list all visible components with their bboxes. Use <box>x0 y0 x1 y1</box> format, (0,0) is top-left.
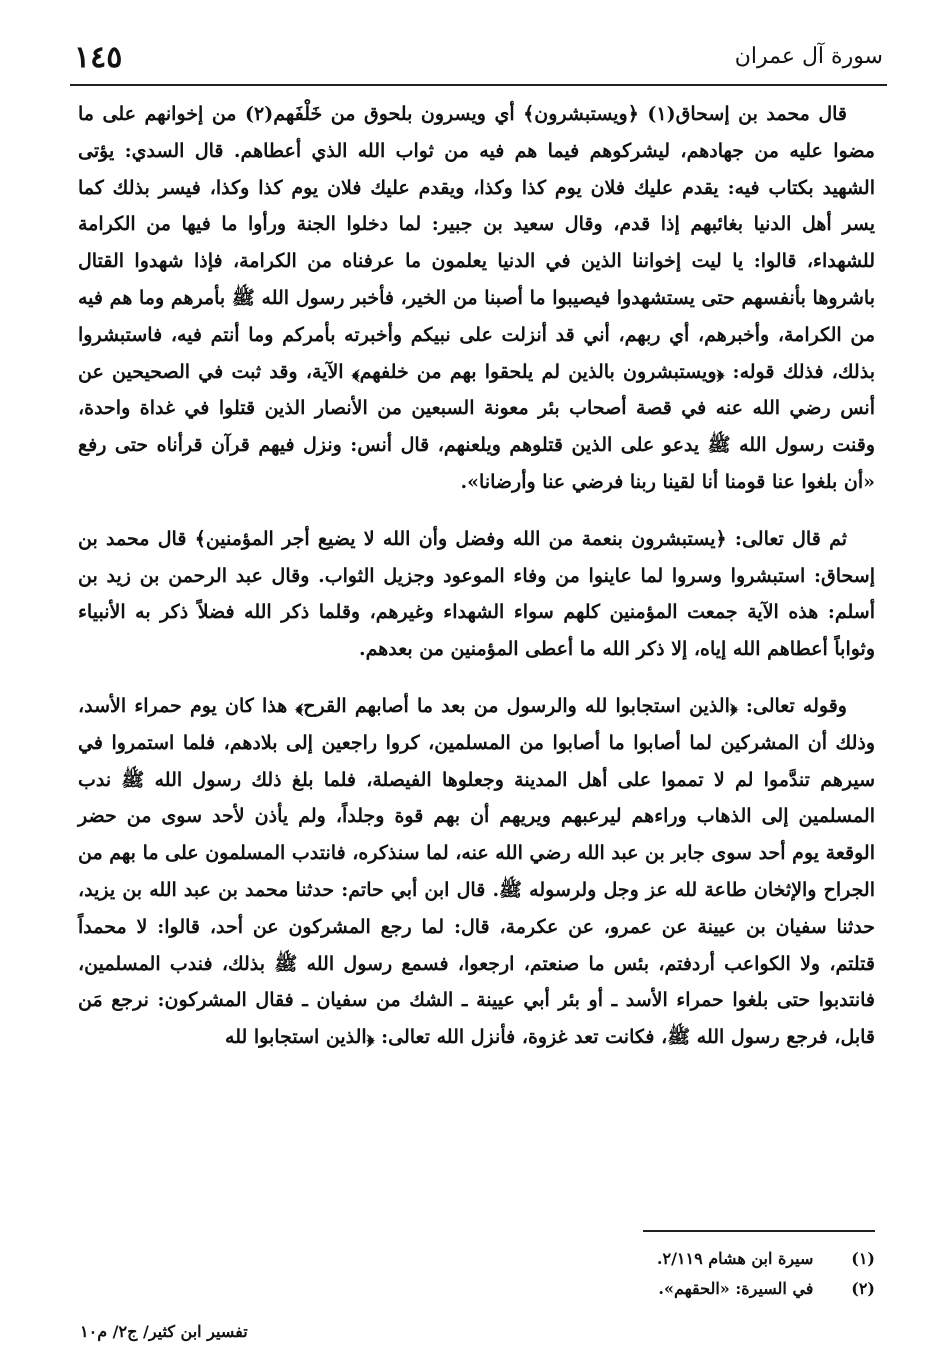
footnote-text: سيرة ابن هشام ٢/١١٩. <box>656 1249 814 1268</box>
paragraph: قال محمد بن إسحاق(١) ﴿ويستبشرون﴾ أي ويسرون بلحوق من خَلْفَهم(٢) من إخوانهم على ما مضوا عليه من جهادهم، ليشركوهم فيما هم فيه من ثواب الله الذي أعطاهم. قال السدي: يؤتى الشهيد بكتاب فيه: يقدم عليك فلان يوم كذا وكذا، ويقدم عليك فلان يوم كذا وكذا، فيسر بذلك كما يسر أهل الدنيا بغائبهم إذا قدم، وقال سعيد بن جبير: لما دخلوا الجنة ورأوا ما فيها من الكرامة للشهداء، قالوا: يا ليت إخواننا الذين في الدنيا يعلمون ما عرفناه من الكرامة، فإذا شهدوا القتال باشروها بأنفسهم حتى يستشهدوا فيصيبوا ما أصبنا من الخير، فأخبر رسول الله ﷺ بأمرهم وما هم فيه من الكرامة، وأخبرهم، أي ربهم، أني قد أنزلت على نبيكم وأخبرته بأمركم وما أنتم فيه، فاستبشروا بذلك، فذلك قوله: ﴿ويستبشرون بالذين لم يلحقوا بهم من خلفهم﴾ الآية، وقد ثبت في الصحيحين عن أنس رضي الله عنه في قصة أصحاب بئر معونة السبعين من الأنصار الذين قتلوا في غداة واحدة، وقنت رسول الله ﷺ يدعو على الذين قتلوهم ويلعنهم، قال أنس: ونزل فيهم قرآن قرأناه حتى رفع «أن بلغوا عنا قومنا أنا لقينا ربنا فرضي عنا وأرضانا». <box>78 103 875 493</box>
page-header <box>70 40 887 86</box>
surah-title: سورة آل عمران <box>734 44 883 69</box>
page-number: ١٤٥ <box>74 40 123 75</box>
footnote-text: في السيرة: «الحقهم». <box>658 1279 814 1298</box>
paragraph: وقوله تعالى: ﴿الذين استجابوا لله والرسول من بعد ما أصابهم القرح﴾ هذا كان يوم حمراء الأسد، وذلك أن المشركين لما أصابوا ما أصابوا من المسلمين، كروا راجعين إلى بلادهم، فلما استمروا في سيرهم تندَّموا لم لا تمموا على أهل المدينة وجعلوها الفيصلة، فلما بلغ ذلك رسول الله ﷺ ندب المسلمين إلى الذهاب وراءهم ليرعبهم ويريهم أن بهم قوة وجلداً، ولم يأذن لأحد سوى من حضر الوقعة يوم أحد سوى جابر بن عبد الله رضي الله عنه، لما سنذكره، فانتدب المسلمون على ما بهم من الجراح والإثخان طاعة لله عز وجل ولرسوله ﷺ. قال ابن أبي حاتم: حدثنا محمد بن عبد الله بن يزيد، حدثنا سفيان بن عيينة عن عمرو، عن عكرمة، قال: لما رجع المشركون عن أحد، قالوا: لا محمداً قتلتم، ولا الكواعب أردفتم، بئس ما صنعتم، ارجعوا، فسمع رسول الله ﷺ بذلك، فندب المسلمين، فانتدبوا حتى بلغوا حمراء الأسد ـ أو بئر أبي عيينة ـ الشك من سفيان ـ فقال المشركون: نرجع مَن قابل، فرجع رسول الله ﷺ، فكانت تعد غزوة، فأنزل الله تعالى: ﴿الذين استجابوا لله <box>78 694 875 1049</box>
book-signature: تفسير ابن كثير/ ج٢/ م١٠ <box>80 1322 248 1341</box>
main-text <box>78 96 875 1076</box>
footnotes <box>78 1244 875 1304</box>
footnote-item <box>78 1274 875 1304</box>
footnote-divider <box>643 1230 875 1232</box>
paragraph: ثم قال تعالى: ﴿يستبشرون بنعمة من الله وفضل وأن الله لا يضيع أجر المؤمنين﴾ قال محمد بن إسحاق: استبشروا وسروا لما عاينوا من وفاء الموعود وجزيل الثواب. وقال عبد الرحمن بن زيد بن أسلم: هذه الآية جمعت المؤمنين كلهم سواء الشهداء وغيرهم، وقلما ذكر الله فضلاً ذكر به الأنبياء وثواباً أعطاهم الله إياه، إلا ذكر الله ما أعطى المؤمنين من بعدهم. <box>78 527 875 661</box>
footnote-item <box>78 1244 875 1274</box>
footnote-number: (١) <box>851 1249 875 1268</box>
footnote-number: (٢) <box>851 1279 875 1298</box>
